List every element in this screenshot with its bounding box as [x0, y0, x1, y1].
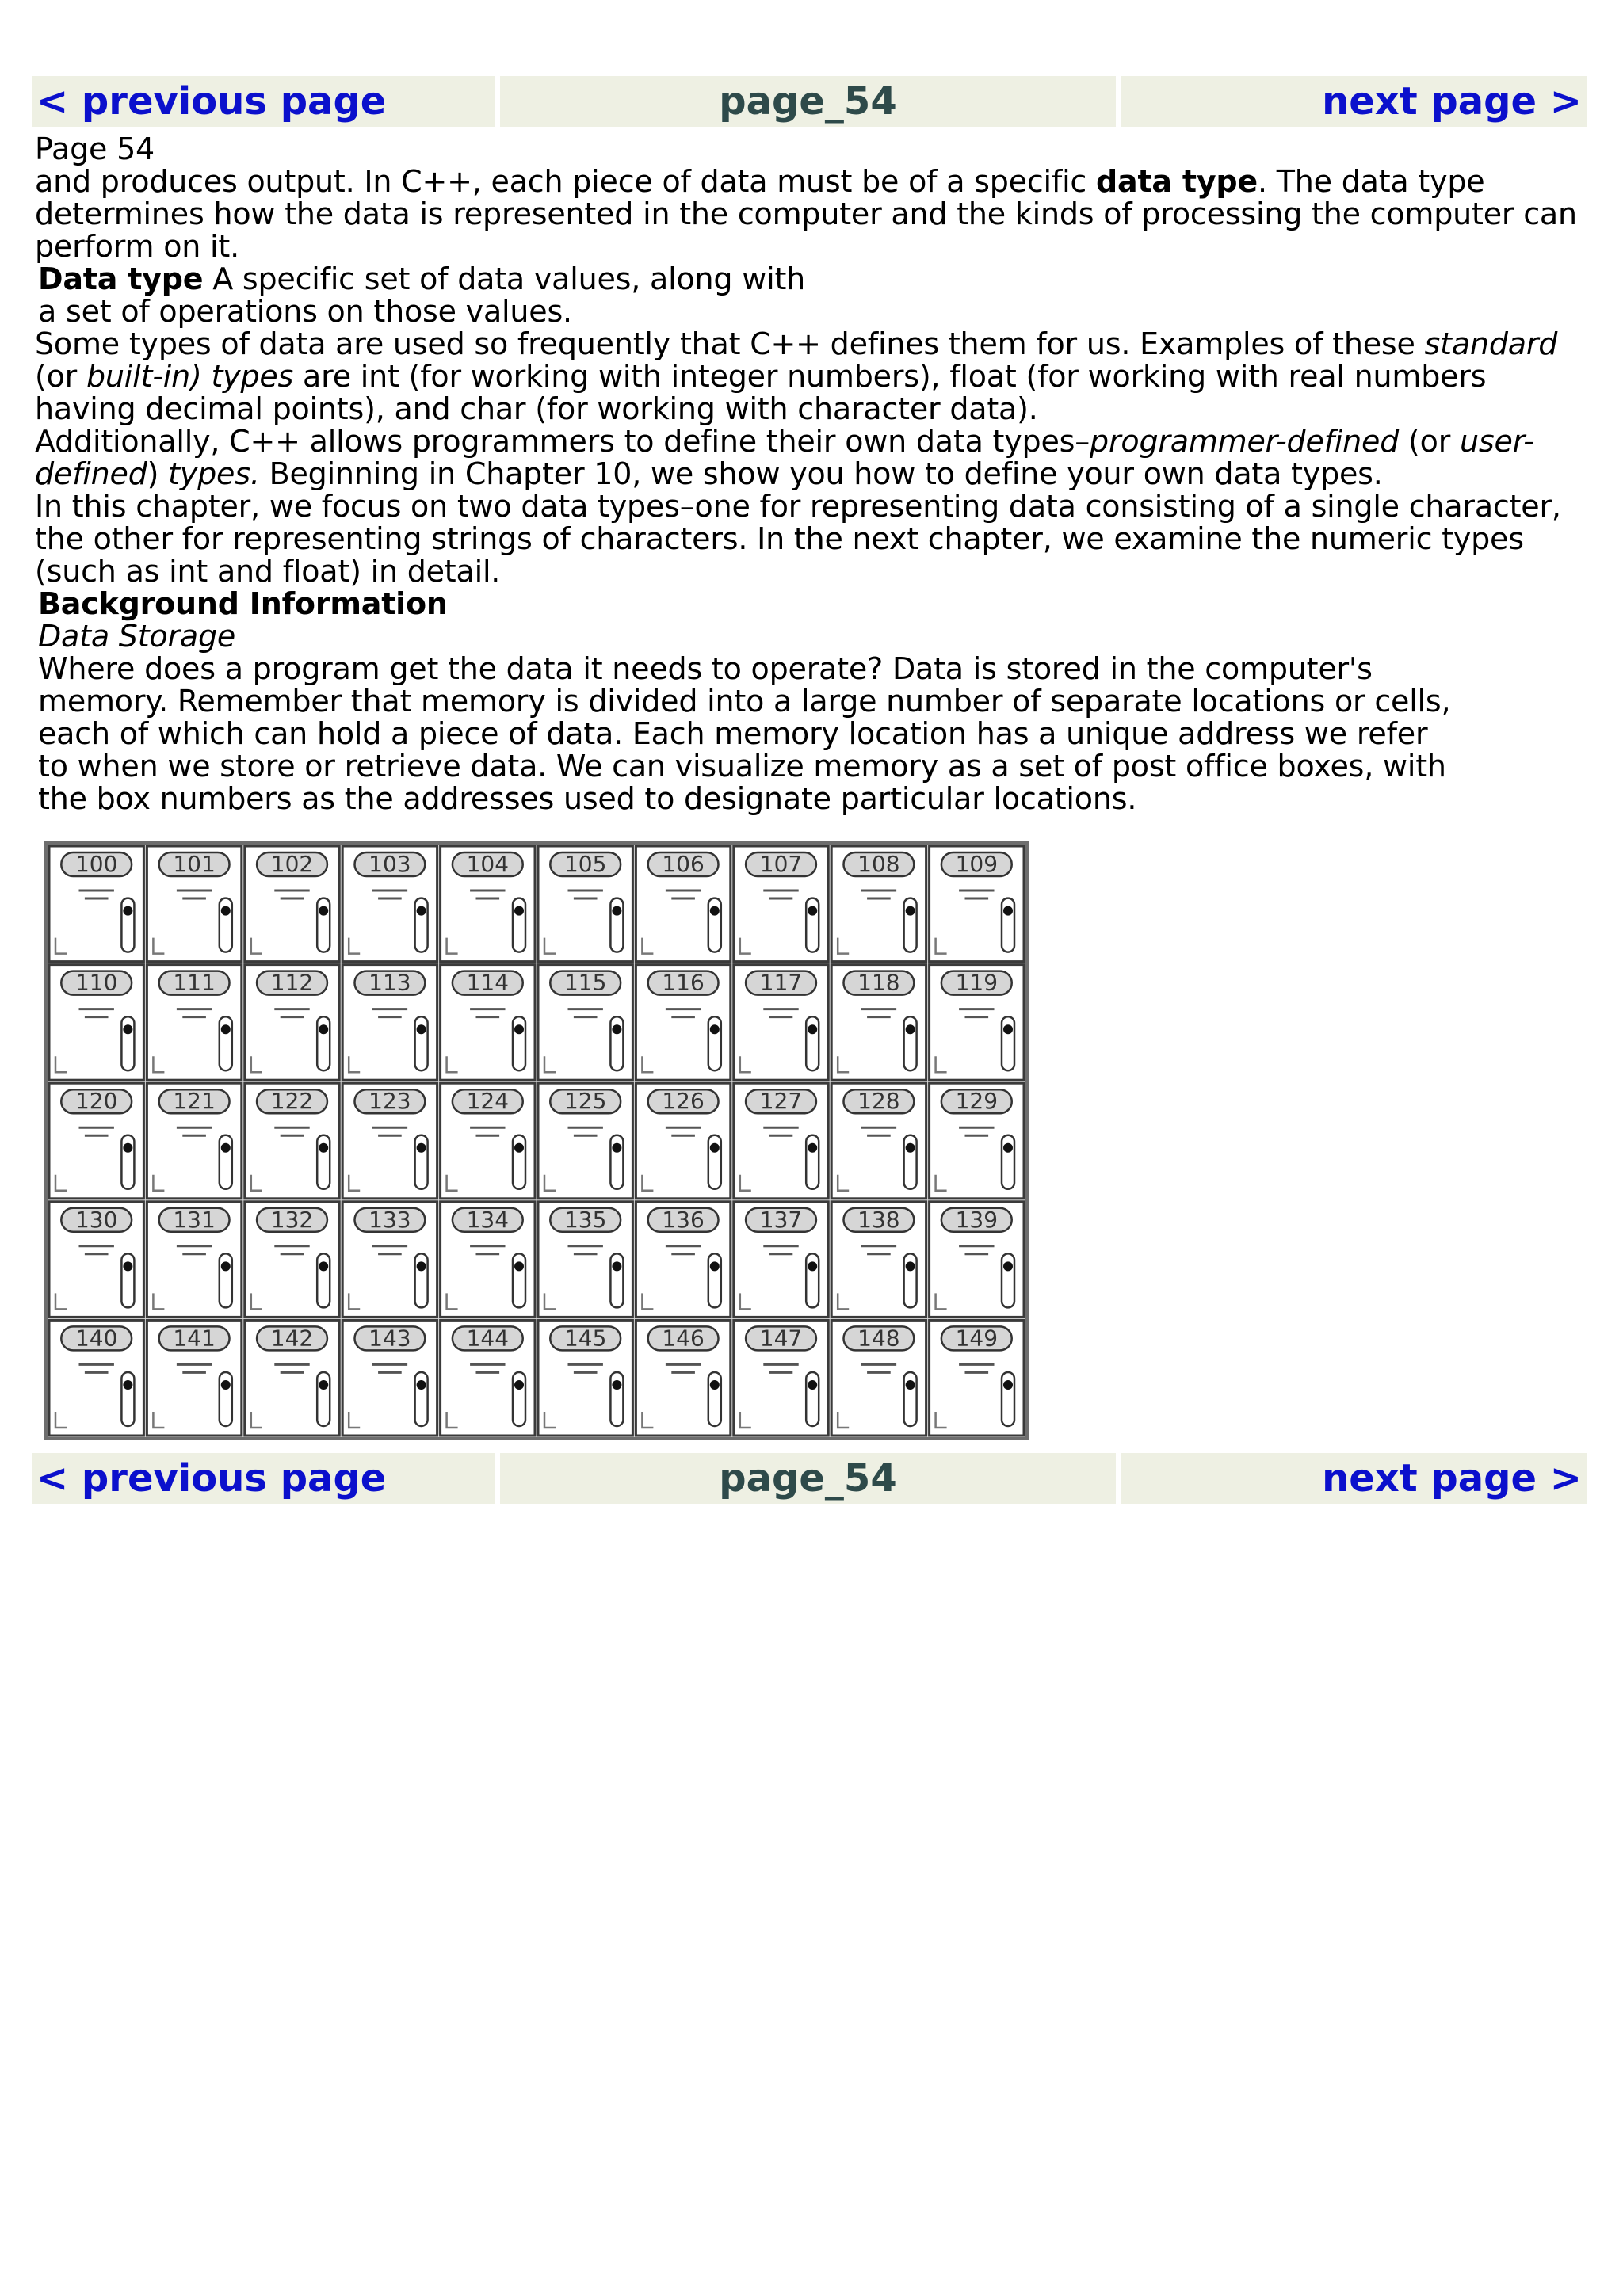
- po-box: [538, 965, 632, 1081]
- po-box: [734, 965, 828, 1081]
- po-box: [734, 846, 828, 962]
- box-number: 132: [270, 1206, 314, 1233]
- lock-icon: [123, 1143, 132, 1153]
- box-number: 128: [857, 1088, 900, 1115]
- po-box: [636, 846, 730, 962]
- next-page-link[interactable]: next page >: [1322, 79, 1582, 124]
- lock-icon: [319, 1380, 328, 1390]
- lock-icon: [514, 1380, 524, 1390]
- next-cell: [1121, 76, 1587, 127]
- po-box: [930, 846, 1024, 962]
- lock-icon: [123, 1380, 132, 1390]
- previous-page-link-bottom[interactable]: < previous page: [36, 1456, 387, 1501]
- po-box: [49, 1320, 143, 1436]
- po-box: [636, 1320, 730, 1436]
- po-box: [147, 965, 241, 1081]
- po-box: [441, 1202, 535, 1318]
- po-box: [147, 1320, 241, 1436]
- po-box: [930, 1320, 1024, 1436]
- box-number: 143: [369, 1325, 411, 1352]
- lock-icon: [808, 1143, 817, 1153]
- box-number: 142: [270, 1325, 314, 1352]
- po-box: [147, 846, 241, 962]
- po-box: [49, 1083, 143, 1199]
- lock-icon: [710, 1024, 720, 1034]
- po-box: [636, 1083, 730, 1199]
- lock-icon: [319, 1261, 328, 1271]
- subsection-heading: Data Storage: [38, 619, 236, 654]
- po-box: [930, 1202, 1024, 1318]
- lock-icon: [906, 1261, 915, 1271]
- box-number: 119: [955, 969, 999, 996]
- lock-icon: [710, 1380, 720, 1390]
- lock-icon: [612, 1143, 621, 1153]
- po-box: [245, 846, 339, 962]
- box-number: 130: [74, 1206, 118, 1233]
- lock-icon: [710, 1143, 720, 1153]
- po-box: [245, 1083, 339, 1199]
- po-box: [245, 965, 339, 1081]
- box-number: 109: [955, 851, 999, 877]
- box-number: 125: [563, 1088, 607, 1115]
- box-number: 137: [759, 1206, 803, 1233]
- box-number: 140: [74, 1325, 118, 1352]
- po-box: [441, 1320, 535, 1436]
- definition-term: Data type: [38, 261, 204, 296]
- paragraph-standard-types: Some types of data are used so frequently that C++ defines them for us. Examples of these standard (or built-in) types are int (for working with integer numbers), float (for working with real numbers having decimal points), and char (for working with character data).: [35, 326, 1558, 426]
- po-box: [538, 1202, 632, 1318]
- paragraph-programmer-defined: Additionally, C++ allows programmers to define their own data types–programmer-defined (or user-defined) types. Beginning in Chapter 10, we show you how to define your own data types.: [35, 424, 1534, 491]
- po-box: [734, 1320, 828, 1436]
- lock-icon: [417, 1380, 426, 1390]
- page-cell: [500, 76, 1116, 127]
- lock-icon: [906, 1024, 915, 1034]
- po-box: [49, 1202, 143, 1318]
- box-number: 105: [563, 851, 607, 877]
- po-box: [831, 846, 926, 962]
- lock-icon: [221, 906, 231, 916]
- lock-icon: [221, 1261, 231, 1271]
- po-box: [49, 965, 143, 1081]
- bottom-nav-bar: [32, 1453, 1591, 1504]
- lock-icon: [514, 906, 524, 916]
- box-number: 148: [857, 1325, 900, 1352]
- po-box: [342, 965, 437, 1081]
- page-cell-bottom: [500, 1453, 1116, 1504]
- lock-icon: [808, 1024, 817, 1034]
- lock-icon: [221, 1143, 231, 1153]
- lock-icon: [417, 906, 426, 916]
- po-box: [342, 846, 437, 962]
- box-number: 146: [662, 1325, 705, 1352]
- box-number: 124: [466, 1088, 510, 1115]
- po-box: [441, 965, 535, 1081]
- top-nav-bar: [32, 76, 1591, 127]
- box-number: 149: [955, 1325, 999, 1352]
- lock-icon: [612, 1261, 621, 1271]
- lock-icon: [514, 1024, 524, 1034]
- box-number: 123: [369, 1088, 411, 1115]
- po-box: [342, 1202, 437, 1318]
- lock-icon: [221, 1024, 231, 1034]
- po-box: [636, 1202, 730, 1318]
- box-number: 136: [662, 1206, 705, 1233]
- po-box: [831, 1083, 926, 1199]
- po-box: [245, 1320, 339, 1436]
- lock-icon: [319, 1143, 328, 1153]
- po-box: [734, 1202, 828, 1318]
- lock-icon: [1003, 1143, 1013, 1153]
- po-box: [831, 965, 926, 1081]
- box-number: 102: [270, 851, 314, 877]
- box-number: 127: [759, 1088, 803, 1115]
- po-box: [147, 1202, 241, 1318]
- lock-icon: [906, 1143, 915, 1153]
- box-number: 133: [369, 1206, 411, 1233]
- po-box: [49, 846, 143, 962]
- lock-icon: [319, 906, 328, 916]
- lock-icon: [612, 1380, 621, 1390]
- definition-box: Data type A specific set of data values, along with a set of operations on those values.: [38, 261, 806, 329]
- box-number: 147: [759, 1325, 803, 1352]
- po-box: [538, 1320, 632, 1436]
- lock-icon: [1003, 1024, 1013, 1034]
- box-number: 138: [857, 1206, 900, 1233]
- lock-icon: [808, 906, 817, 916]
- page-content: [35, 133, 1588, 815]
- po-box: [441, 846, 535, 962]
- box-number: 144: [466, 1325, 510, 1352]
- po-box: [538, 846, 632, 962]
- paragraph-chapter-focus: In this chapter, we focus on two data types–one for representing data consisting of a single character, the other for representing strings of characters. In the next chapter, we examine the numeric types (such as int and float) in detail.: [35, 489, 1561, 589]
- lock-icon: [710, 906, 720, 916]
- box-number: 108: [857, 851, 900, 877]
- lock-icon: [710, 1261, 720, 1271]
- lock-icon: [906, 1380, 915, 1390]
- po-box: [734, 1083, 828, 1199]
- lock-icon: [221, 1380, 231, 1390]
- page-number-label-bottom: page_54: [719, 1456, 897, 1501]
- box-number: 129: [955, 1088, 999, 1115]
- lock-icon: [808, 1261, 817, 1271]
- box-number: 121: [173, 1088, 216, 1115]
- po-box: [147, 1083, 241, 1199]
- lock-icon: [417, 1143, 426, 1153]
- box-number: 114: [466, 969, 510, 996]
- box-number: 112: [270, 969, 314, 996]
- post-office-boxes-svg: [48, 845, 1025, 1437]
- box-number: 122: [270, 1088, 314, 1115]
- box-number: 101: [173, 851, 216, 877]
- po-box: [245, 1202, 339, 1318]
- box-number: 131: [173, 1206, 216, 1233]
- previous-page-link[interactable]: < previous page: [36, 79, 387, 124]
- box-number: 100: [74, 851, 118, 877]
- box-number: 134: [466, 1206, 510, 1233]
- paragraph-data-storage: Where does a program get the data it needs to operate? Data is stored in the computer's memory. Remember that memory is divided into a large number of separate locations or cells, each of which can hold a piece of data. Each memory location has a unique address we refer to when we store or retrieve data. We can visualize memory as a set of post office boxes, with the box numbers as the addresses used to designate particular locations.: [38, 651, 1451, 816]
- box-number: 110: [74, 969, 118, 996]
- lock-icon: [1003, 1261, 1013, 1271]
- box-number: 135: [563, 1206, 607, 1233]
- prev-cell: [32, 76, 495, 127]
- box-number: 116: [662, 969, 705, 996]
- lock-icon: [417, 1261, 426, 1271]
- prev-cell-bottom: [32, 1453, 495, 1504]
- po-box: [538, 1083, 632, 1199]
- paragraph-data-type-intro: and produces output. In C++, each piece of data must be of a specific data type. The data type determines how the data is represented in the computer and the kinds of processing the computer can perform on it.: [35, 164, 1577, 264]
- box-number: 117: [759, 969, 803, 996]
- po-box: [441, 1083, 535, 1199]
- lock-icon: [123, 1024, 132, 1034]
- next-cell-bottom: [1121, 1453, 1587, 1504]
- po-box: [930, 965, 1024, 1081]
- box-number: 106: [662, 851, 705, 877]
- box-number: 107: [759, 851, 803, 877]
- lock-icon: [319, 1024, 328, 1034]
- box-number: 139: [955, 1206, 999, 1233]
- box-number: 141: [173, 1325, 216, 1352]
- box-number: 104: [466, 851, 510, 877]
- po-box: [342, 1320, 437, 1436]
- next-page-link-bottom[interactable]: next page >: [1322, 1456, 1582, 1501]
- lock-icon: [514, 1261, 524, 1271]
- lock-icon: [514, 1143, 524, 1153]
- po-box: [831, 1202, 926, 1318]
- term-data-type: data type: [1096, 164, 1258, 199]
- po-box: [831, 1320, 926, 1436]
- lock-icon: [123, 906, 132, 916]
- lock-icon: [1003, 1380, 1013, 1390]
- lock-icon: [808, 1380, 817, 1390]
- box-number: 115: [563, 969, 607, 996]
- lock-icon: [1003, 906, 1013, 916]
- box-number: 126: [662, 1088, 705, 1115]
- lock-icon: [123, 1261, 132, 1271]
- section-heading: Background Information: [38, 586, 448, 621]
- post-office-boxes-figure: [44, 841, 1029, 1440]
- po-box: [930, 1083, 1024, 1199]
- box-number: 118: [857, 969, 900, 996]
- lock-icon: [612, 1024, 621, 1034]
- box-number: 103: [369, 851, 411, 877]
- page-number-label: page_54: [719, 79, 897, 124]
- lock-icon: [417, 1024, 426, 1034]
- box-number: 113: [369, 969, 411, 996]
- lock-icon: [612, 906, 621, 916]
- box-number: 145: [563, 1325, 607, 1352]
- box-number: 111: [173, 969, 216, 996]
- box-number: 120: [74, 1088, 118, 1115]
- lock-icon: [906, 906, 915, 916]
- page-marker: Page 54: [35, 132, 155, 166]
- po-box: [636, 965, 730, 1081]
- po-box: [342, 1083, 437, 1199]
